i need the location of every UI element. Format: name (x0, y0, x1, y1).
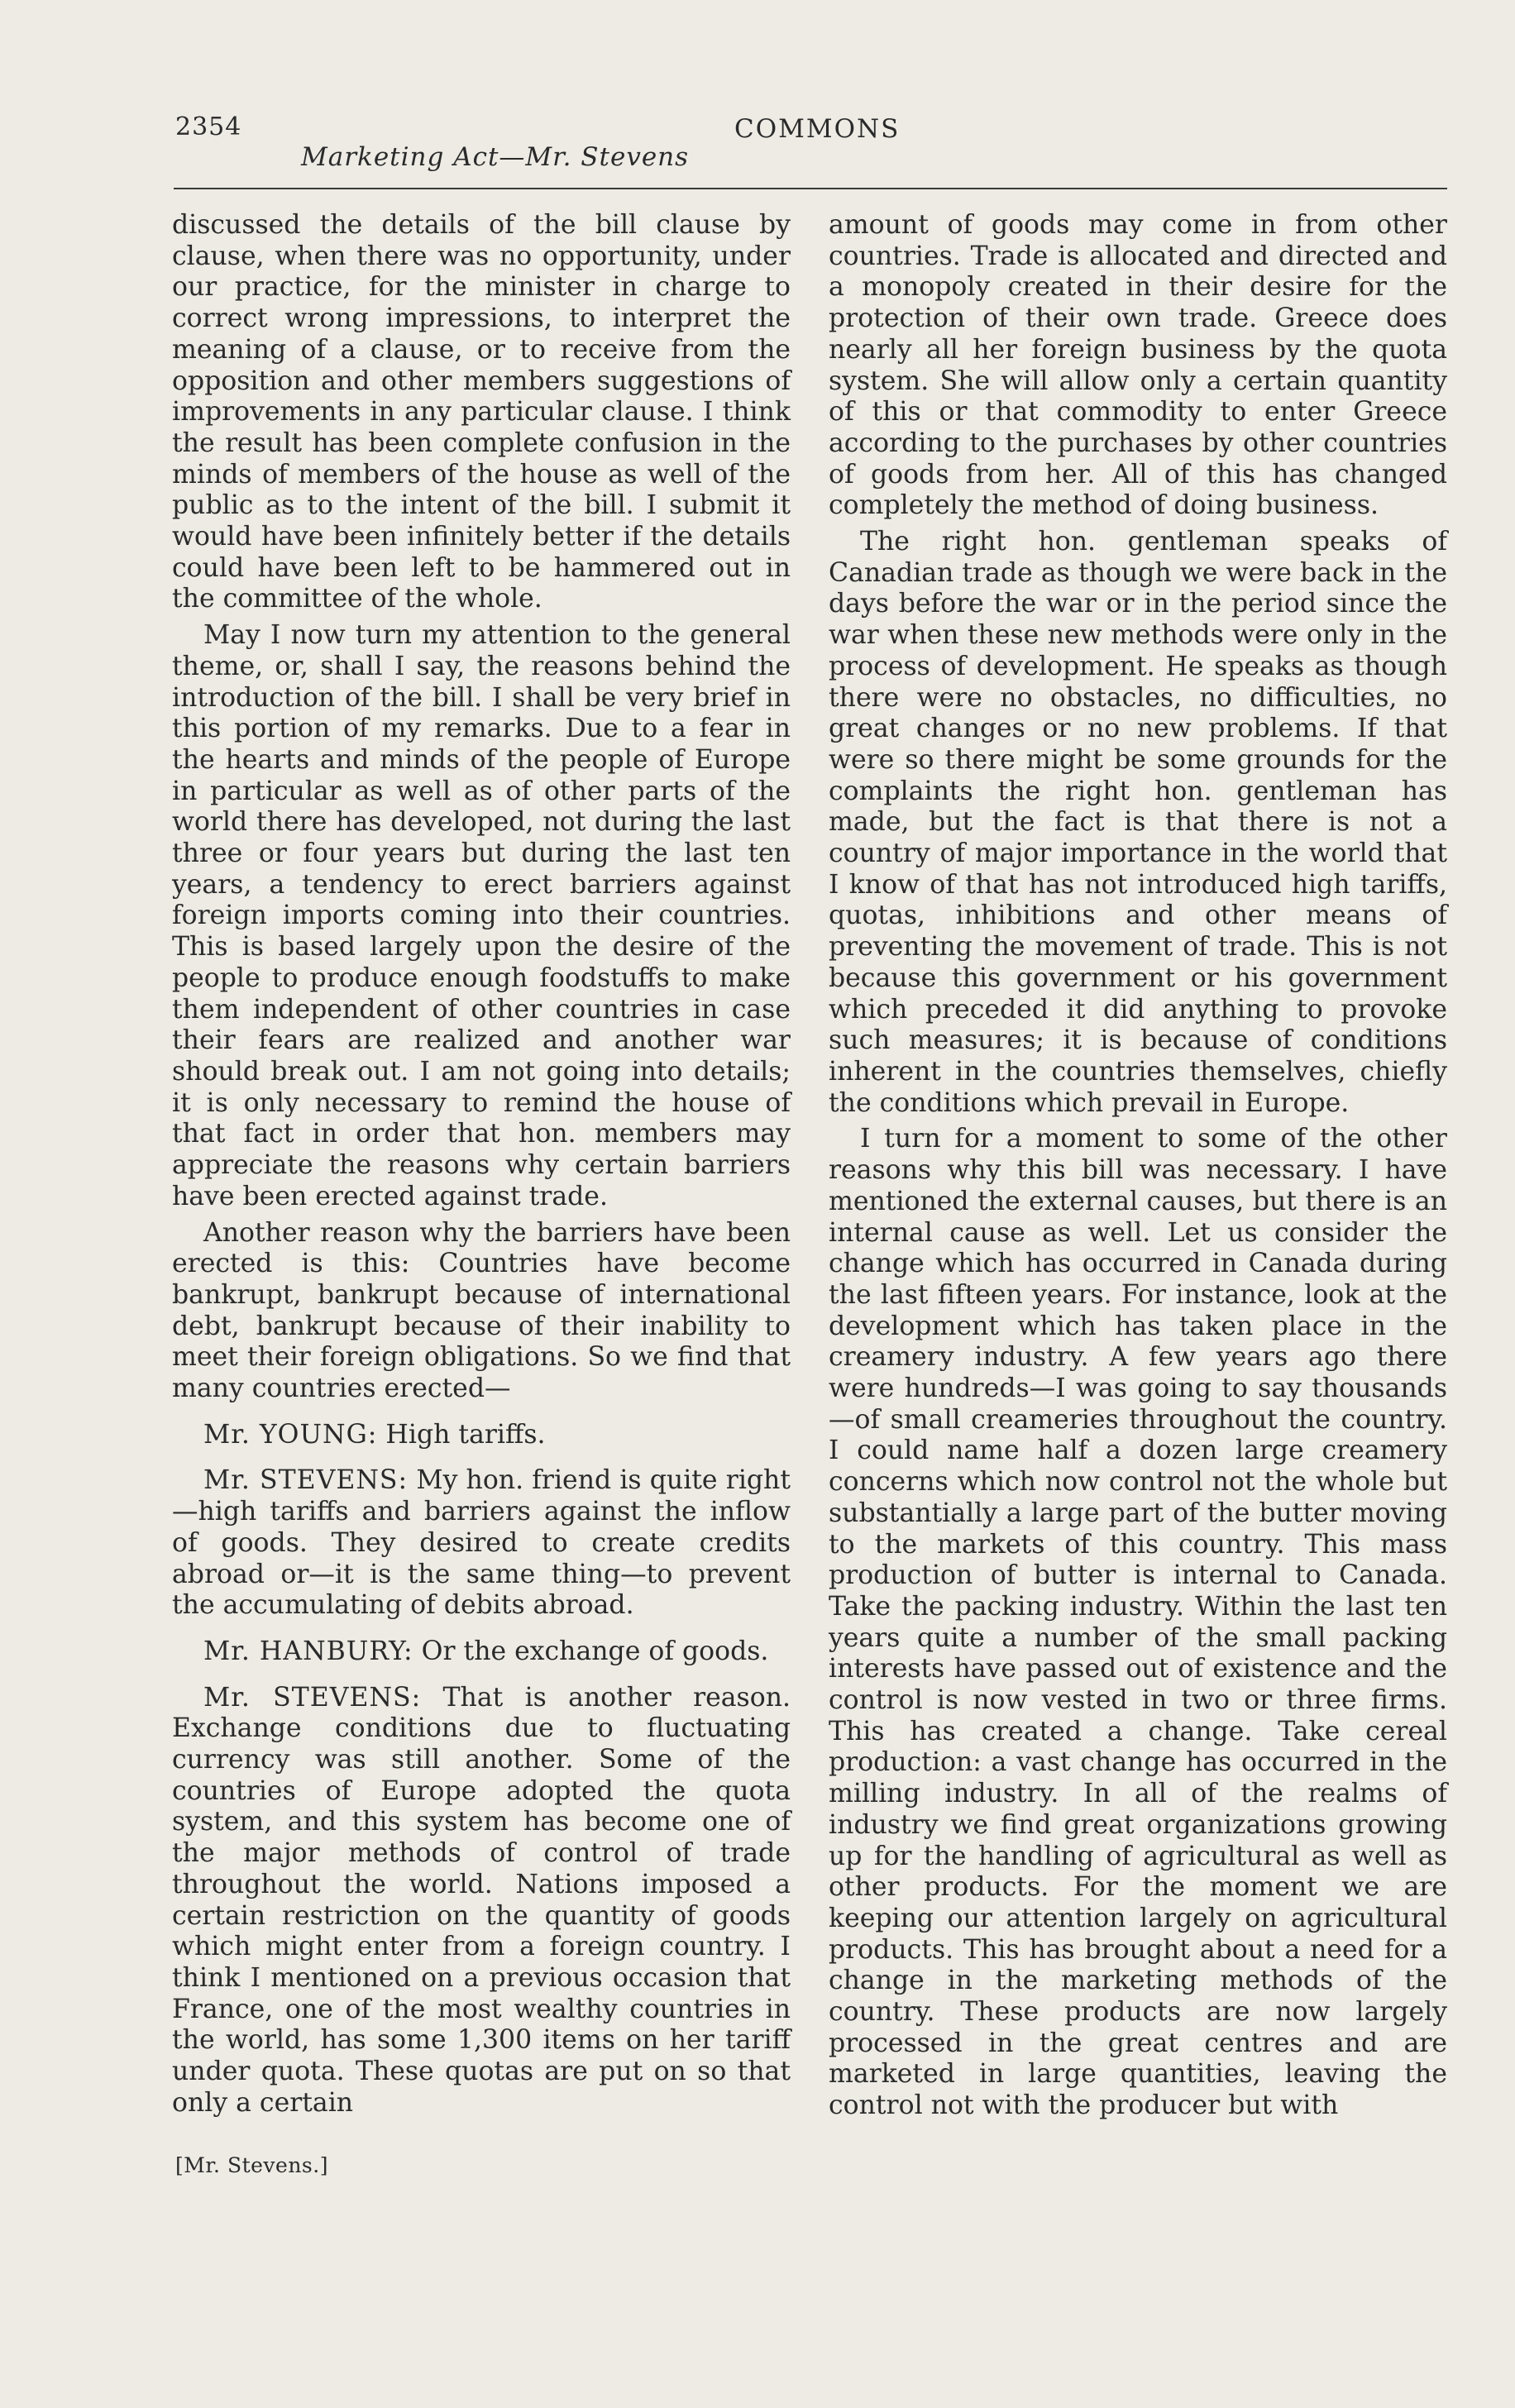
speech-text: My hon. friend is quite right—high tariffs and barriers against the inflow of goods. They desired to create credits abroad or—it is the same thing—to prevent the accumulating of debits abroad. (172, 1465, 791, 1621)
speech-text: High tariffs. (385, 1419, 546, 1450)
speaker-name: Mr. STEVENS: (203, 1682, 422, 1713)
paragraph-general-theme: May I now turn my attention to the general theme, or, shall I say, the reasons behind the introduction of the bill. I shall be very brief in this portion of my remarks. Due to a fear in the hearts and minds of the people of Europe in particular as well as of other parts of the world there has developed, not during the last three or four years but during the last ten years, a tendency to erect barriers against foreign imports coming into their countries. This is based largely upon the desire of the people to produce enough foodstuffs to make them independent of other countries in case their fears are realized and another war should break out. I am not going into details; it is only necessary to remind the house of that fact in order that hon. members may appreciate the reasons why certain barriers have been erected against trade. (172, 620, 791, 1211)
speech-text: That is another reason. Exchange conditions due to fluctuating currency was still another. Some of the countries of Europe adopted the quota system, and this system has become one of the major methods of control of trade throughout the world. Nations imposed a certain restriction on the quantity of goods which might enter from a foreign country. I think I mentioned on a previous occasion that France, one of the most wealthy countries in the world, has some 1,300 items on her tariff under quota. These quotas are put on so that only a certain (172, 1682, 791, 2118)
speaker-footer-mark: [Mr. Stevens.] (175, 2153, 328, 2177)
speech-stevens (172, 1465, 791, 1622)
paragraph-continued: discussed the details of the bill clause by clause, when there was no opportunity, under our practice, for the minister in charge to correct wrong impressions, to interpret the meaning of a clause, or to receive from the opposition and other members suggestions of improvements in any particular clause. I think the result has been complete confusion in the minds of members of the house as well of the public as to the intent of the bill. I submit it would have been infinitely better if the details could have been left to be hammered out in the committee of the whole. (172, 210, 791, 614)
speaker-name: Mr. HANBURY: (203, 1636, 413, 1666)
speech-stevens (172, 1683, 791, 2119)
running-subtitle: Marketing Act—Mr. Stevens (301, 142, 690, 172)
speech-young (172, 1420, 791, 1451)
right-column (829, 210, 1447, 2122)
speaker-name: Mr. STEVENS: (203, 1465, 409, 1496)
speaker-name: Mr. YOUNG: (203, 1419, 378, 1450)
page-number: 2354 (175, 112, 242, 141)
speech-text: Or the exchange of goods. (421, 1636, 769, 1666)
left-column (172, 210, 791, 2119)
paragraph-continued: amount of goods may come in from other countries. Trade is allocated and directed and a monopoly created in their desire for the protection of their own trade. Greece does nearly all her foreign business by the quota system. She will allow only a certain quantity of this or that commodity to enter Greece according to the purchases by other countries of goods from her. All of this has changed completely the method of doing business. (829, 210, 1447, 521)
header-rule (174, 188, 1447, 189)
speech-hanbury (172, 1636, 791, 1668)
running-title: COMMONS (734, 114, 901, 144)
paragraph-another-reason: Another reason why the barriers have been erected is this: Countries have become bankrupt, bankrupt because of international debt, bankrupt because of their inability to meet their foreign obligations. So we find that many countries erected— (172, 1217, 791, 1404)
paragraph-canadian-trade: The right hon. gentleman speaks of Canadian trade as though we were back in the days before the war or in the period since the war when these new methods were only in the process of development. He speaks as though there were no obstacles, no difficulties, no great changes or no new problems. If that were so there might be some grounds for the complaints the right hon. gentleman has made, but the fact is that there is not a country of major importance in the world that I know of that has not introduced high tariffs, quotas, inhibitions and other means of preventing the movement of trade. This is not because this government or his government which preceded it did anything to provoke such measures; it is because of conditions inherent in the countries themselves, chiefly the conditions which prevail in Europe. (829, 527, 1447, 1118)
paragraph-internal-cause: I turn for a moment to some of the other reasons why this bill was necessary. I have mentioned the external causes, but there is an internal cause as well. Let us consider the change which has occurred in Canada during the last fifteen years. For instance, look at the development which has taken place in the creamery industry. A few years ago there were hundreds—I was going to say thousands—of small creameries throughout the country. I could name half a dozen large creamery concerns which now control not the whole but substantially a large part of the butter moving to the markets of this country. This mass production of butter is internal to Canada. Take the packing industry. Within the last ten years quite a number of the small packing interests have passed out of existence and the control is now vested in two or three firms. This has created a change. Take cereal production: a vast change has occurred in the milling industry. In all of the realms of industry we find great organizations growing up for the handling of agricultural as well as other products. For the moment we are keeping our attention largely on agricultural products. This has brought about a need for a change in the marketing methods of the country. These products are now largely processed in the great centres and are marketed in large quantities, leaving the control not with the producer but with (829, 1124, 1447, 2121)
